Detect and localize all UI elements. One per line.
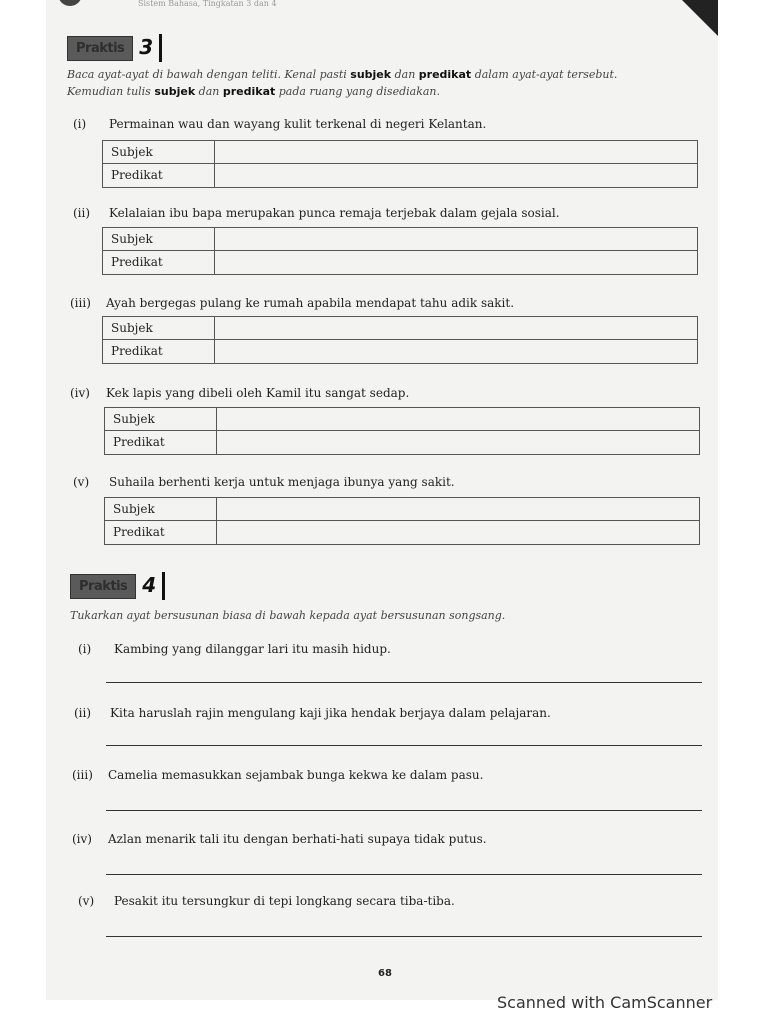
answer-line[interactable] <box>106 936 702 937</box>
instruction-text: Kemudian tulis <box>67 85 151 98</box>
subjek-answer-field[interactable] <box>217 498 699 521</box>
predikat-answer-field[interactable] <box>215 340 697 363</box>
publisher-logo-icon <box>58 0 82 6</box>
subjek-predikat-table <box>102 316 698 364</box>
item-number: (iv) <box>70 386 90 400</box>
page-number: 68 <box>378 968 392 979</box>
item-number: (v) <box>73 475 90 489</box>
answer-line[interactable] <box>106 745 702 746</box>
praktis-4-item <box>72 768 483 782</box>
item-number: (v) <box>78 894 95 908</box>
predikat-label: Predikat <box>103 164 215 187</box>
predikat-label: Predikat <box>105 521 217 544</box>
subjek-predikat-table <box>104 407 700 455</box>
camscanner-watermark: Scanned with CamScanner <box>497 993 713 1012</box>
item-sentence: Kambing yang dilanggar lari itu masih hidup. <box>114 642 391 656</box>
item-sentence: Suhaila berhenti kerja untuk menjaga ibunya yang sakit. <box>109 475 455 489</box>
item-number: (iii) <box>72 768 93 782</box>
instruction-keyword-predikat: predikat <box>418 68 472 81</box>
item-sentence: Pesakit itu tersungkur di tepi longkang secara tiba-tiba. <box>114 894 455 908</box>
instruction-keyword-predikat: predikat <box>222 85 276 98</box>
item-sentence: Camelia memasukkan sejambak bunga kekwa ke dalam pasu. <box>108 768 484 782</box>
instruction-text: dan <box>394 68 416 81</box>
praktis-4-item <box>72 832 487 846</box>
subjek-predikat-table <box>104 497 700 545</box>
subjek-answer-field[interactable] <box>215 228 697 251</box>
item-number: (iv) <box>72 832 92 846</box>
subjek-label: Subjek <box>103 228 215 251</box>
praktis-3-badge <box>67 34 162 62</box>
subjek-label: Subjek <box>103 141 215 164</box>
item-sentence: Kek lapis yang dibeli oleh Kamil itu sangat sedap. <box>106 386 410 400</box>
predikat-answer-field[interactable] <box>217 431 699 454</box>
predikat-label: Predikat <box>103 340 215 363</box>
predikat-answer-field[interactable] <box>217 521 699 544</box>
instruction-text: Baca ayat-ayat di bawah dengan teliti. Kenal pasti <box>67 68 347 81</box>
praktis-4-number: 4 <box>136 572 165 600</box>
running-header <box>46 0 718 10</box>
praktis-3-label: Praktis <box>67 36 133 61</box>
item-sentence: Permainan wau dan wayang kulit terkenal di negeri Kelantan. <box>109 117 487 131</box>
page-corner-mark <box>682 0 718 36</box>
item-number: (iii) <box>70 296 91 310</box>
subjek-predikat-table <box>102 227 698 275</box>
instruction-text: pada ruang yang disediakan. <box>278 85 441 98</box>
praktis-4-badge <box>70 572 165 600</box>
running-title: Sistem Bahasa, Tingkatan 3 dan 4 <box>138 0 277 8</box>
praktis-3-item <box>73 206 560 220</box>
answer-line[interactable] <box>106 682 702 683</box>
subjek-answer-field[interactable] <box>217 408 699 431</box>
praktis-4-item <box>74 706 551 720</box>
subjek-predikat-table <box>102 140 698 188</box>
subjek-answer-field[interactable] <box>215 141 697 164</box>
item-number: (i) <box>73 117 87 131</box>
instruction-text: dalam ayat-ayat tersebut. <box>474 68 618 81</box>
praktis-3-item <box>70 296 514 310</box>
praktis-3-item <box>73 475 455 489</box>
praktis-3-item <box>73 117 486 131</box>
instruction-keyword-subjek: subjek <box>154 85 196 98</box>
item-sentence: Kita haruslah rajin mengulang kaji jika hendak berjaya dalam pelajaran. <box>110 706 551 720</box>
predikat-label: Predikat <box>103 251 215 274</box>
answer-line[interactable] <box>106 810 702 811</box>
praktis-3-number: 3 <box>133 34 162 62</box>
praktis-4-instructions: Tukarkan ayat bersusunan biasa di bawah kepada ayat bersusunan songsang. <box>70 609 506 622</box>
item-number: (i) <box>78 642 92 656</box>
subjek-label: Subjek <box>103 317 215 340</box>
item-sentence: Azlan menarik tali itu dengan berhati-hati supaya tidak putus. <box>108 832 487 846</box>
answer-line[interactable] <box>106 874 702 875</box>
item-sentence: Kelalaian ibu bapa merupakan punca remaja terjebak dalam gejala sosial. <box>109 206 560 220</box>
praktis-4-label: Praktis <box>70 574 136 599</box>
instruction-keyword-subjek: subjek <box>350 68 392 81</box>
item-number: (ii) <box>73 206 91 220</box>
instruction-text: dan <box>198 85 220 98</box>
praktis-4-item <box>78 642 391 656</box>
subjek-answer-field[interactable] <box>215 317 697 340</box>
praktis-4-item <box>78 894 455 908</box>
item-number: (ii) <box>74 706 92 720</box>
subjek-label: Subjek <box>105 498 217 521</box>
praktis-3-item <box>70 386 409 400</box>
predikat-label: Predikat <box>105 431 217 454</box>
predikat-answer-field[interactable] <box>215 251 697 274</box>
predikat-answer-field[interactable] <box>215 164 697 187</box>
subjek-label: Subjek <box>105 408 217 431</box>
item-sentence: Ayah bergegas pulang ke rumah apabila mendapat tahu adik sakit. <box>106 296 515 310</box>
praktis-3-instructions <box>67 66 707 100</box>
